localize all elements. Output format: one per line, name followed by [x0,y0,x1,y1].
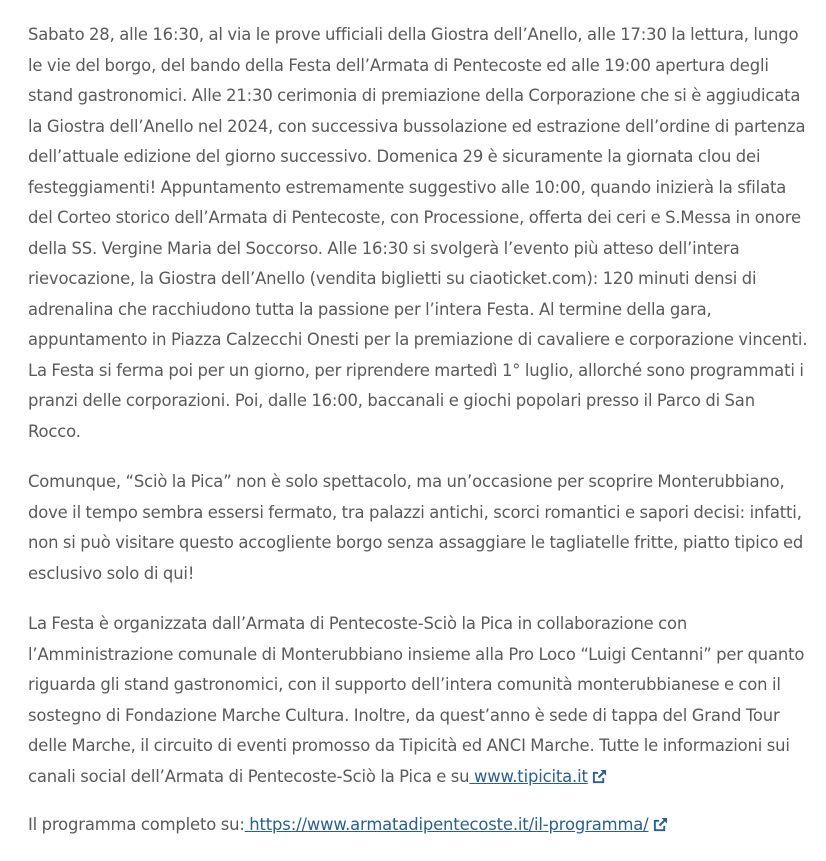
program-label: Il programma completo su: [28,815,245,834]
paragraph-program [28,810,810,841]
article-body [28,20,810,861]
external-link-icon[interactable] [592,769,607,784]
paragraph-organization-text: La Festa è organizzata dall’Armata di Pentecoste-Sciò la Pica in collaborazione con l’Amministrazione comunale di Monterubbiano insieme alla Pro Loco “Luigi Centanni” per quanto riguarda gli stand gastronomici, con il supporto dell’intera comunità monterubbianese e con il sostegno di Fondazione Marche Cultura. Inoltre, da quest’anno è sede di tappa del Grand Tour delle Marche, il circuito di eventi promosso da Tipicità ed ANCI Marche. Tutte le informazioni sui canali social dell’Armata di Pentecoste-Sciò la Pica e su [28,614,805,786]
paragraph-organization [28,609,810,792]
tipicita-link[interactable]: www.tipicita.it [469,766,588,786]
paragraph-monterubbiano: Comunque, “Sciò la Pica” non è solo spettacolo, ma un’occasione per scoprire Monterubbiano, dove il tempo sembra essersi fermato, tra palazzi antichi, scorci romantici e sapori decisi: infatti, non si può visitare questo accogliente borgo senza assaggiare le tagliatelle fritte, piatto tipico ed esclusivo solo di qui! [28,472,804,583]
paragraph-schedule: Sabato 28, alle 16:30, al via le prove ufficiali della Giostra dell’Anello, alle 17:30 la lettura, lungo le vie del borgo, del bando della Festa dell’Armata di Pentecoste ed alle 19:00 apertura degli stand gastronomici. Alle 21:30 cerimonia di premiazione della Corporazione che si è aggiudicata la Giostra dell’Anello nel 2024, con successiva bussolazione ed estrazione dell’ordine di partenza dell’attuale edizione del giorno successivo. Domenica 29 è sicuramente la giornata clou dei festeggiamenti! Appuntamento estremamente suggestivo alle 10:00, quando inizierà la sfilata del Corteo storico dell’Armata di Pentecoste, con Processione, offerta dei ceri e S.Messa in onore della SS. Vergine Maria del Soccorso. Alle 16:30 si svolgerà l’evento più atteso dell’intera rievocazione, la Giostra dell’Anello (vendita biglietti su ciaoticket.com): 120 minuti densi di adrenalina che racchiudono tutta la passione per l’intera Festa. Al termine della gara, appuntamento in Piazza Calzecchi Onesti per la premiazione di cavaliere e corporazione vincenti. La Festa si ferma poi per un giorno, per riprendere martedì 1° luglio, allorché sono programmati i pranzi delle corporazioni. Poi, dalle 16:00, baccanali e giochi popolari presso il Parco di San Rocco. [28,25,808,441]
external-link-icon[interactable] [653,817,668,832]
program-link[interactable]: https://www.armatadipentecoste.it/il-programma/ [244,815,649,834]
